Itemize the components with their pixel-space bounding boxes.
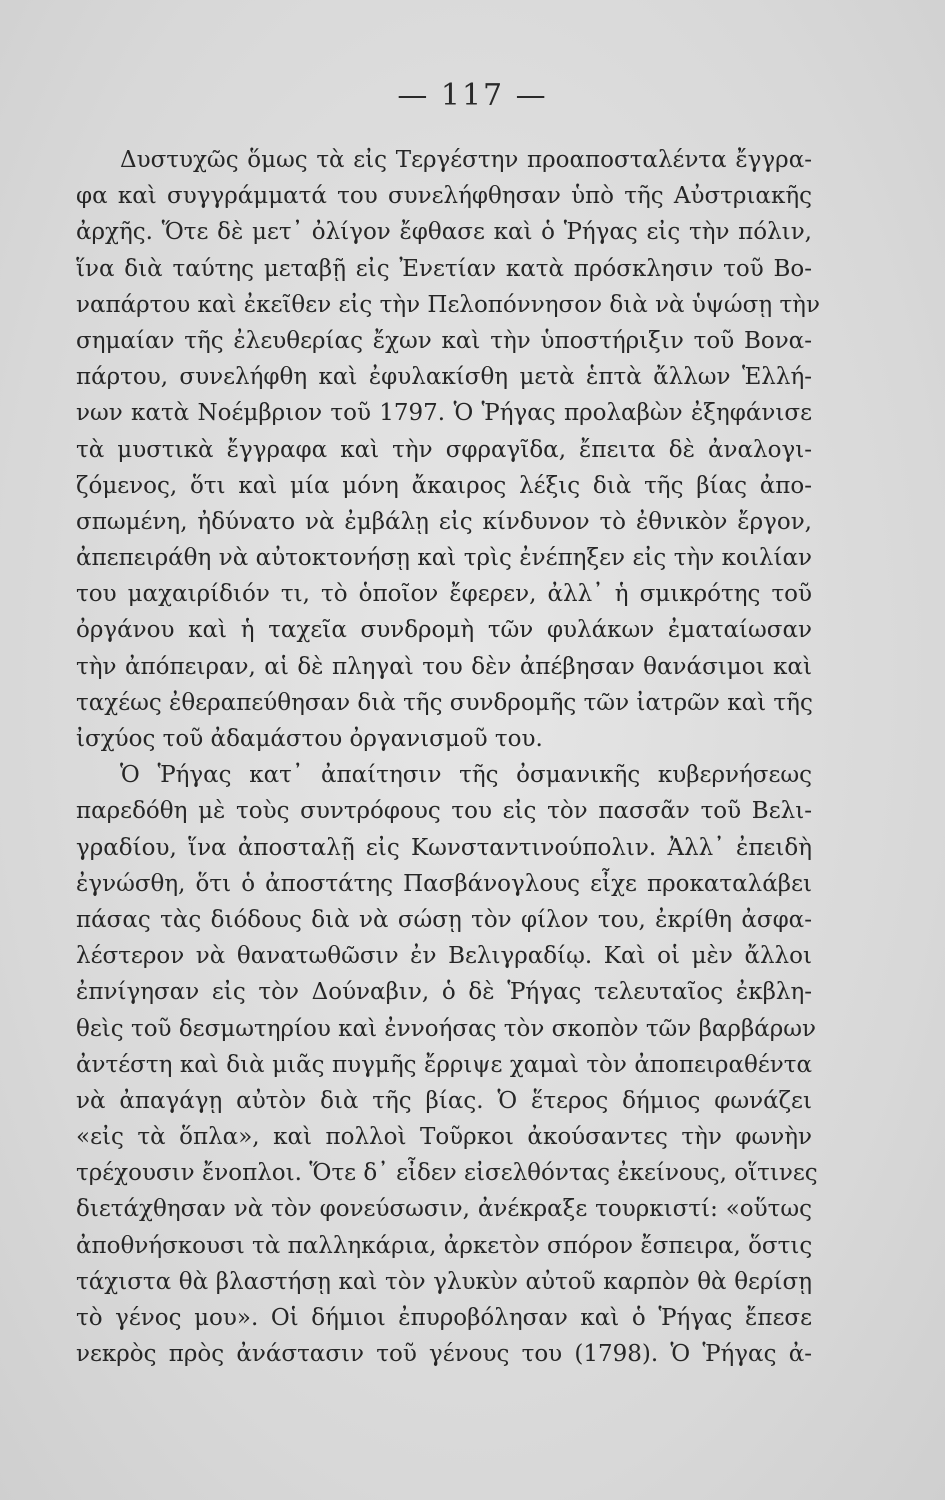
text-line: παρεδόθη μὲ τοὺς συντρόφους του εἰς τὸν πασσᾶν τοῦ Βελι- [76,798,812,825]
text-line: θεὶς τοῦ δεσμωτηρίου καὶ ἐννοήσας τὸν σκοπὸν τῶν βαρβάρων [76,1015,817,1042]
text-line: ἐπνίγησαν εἰς τὸν Δούναβιν, ὁ δὲ Ῥήγας τελευταῖος ἐκβλη- [76,979,812,1006]
text-line: ἵνα διὰ ταύτης μεταβῇ εἰς Ἐνετίαν κατὰ πρόσκλησιν τοῦ Βο- [76,255,812,282]
text-line: ὀργάνου καὶ ἡ ταχεῖα συνδρομὴ τῶν φυλάκων ἐματαίωσαν [76,617,812,644]
text-line: γραδίου, ἵνα ἀποσταλῇ εἰς Κωνσταντινούπολιν. Ἀλλ᾽ ἐπειδὴ [76,834,812,861]
text-line: ἀντέστη καὶ διὰ μιᾶς πυγμῆς ἔρριψε χαμαὶ τὸν ἀποπειραθέντα [76,1051,812,1078]
text-line: ζόμενος, ὅτι καὶ μία μόνη ἄκαιρος λέξις διὰ τῆς βίας ἀπο- [76,472,812,499]
body-text [76,142,820,1372]
text-line: τὸ γένος μου». Οἱ δήμιοι ἐπυροβόλησαν καὶ ὁ Ῥήγας ἔπεσε [76,1305,812,1331]
text-line: Ὁ Ῥήγας κατ᾽ ἀπαίτησιν τῆς ὀσμανικῆς κυβερνήσεως [120,762,812,789]
text-line: ἐγνώσθη, ὅτι ὁ ἀποστάτης Πασβάνογλους εἶχε προκαταλάβει [76,870,812,897]
text-line: «εἰς τὰ ὅπλα», καὶ πολλοὶ Τοῦρκοι ἀκούσαντες τὴν φωνὴν [76,1124,812,1151]
text-line: φα καὶ συγγράμματά του συνελήφθησαν ὑπὸ τῆς Αὐστριακῆς [76,183,812,210]
text-line: νὰ ἀπαγάγῃ αὐτὸν διὰ τῆς βίας. Ὁ ἕτερος δήμιος φωνάζει [76,1087,812,1114]
text-line: πάρτου, συνελήφθη καὶ ἐφυλακίσθη μετὰ ἑπτὰ ἄλλων Ἑλλή- [76,364,812,391]
text-line: του μαχαιρίδιόν τι, τὸ ὁποῖον ἔφερεν, ἀλλ᾽ ἡ σμικρότης τοῦ [76,581,812,608]
text-line: ἀποθνήσκουσι τὰ παλληκάρια, ἀρκετὸν σπόρον ἔσπειρα, ὅστις [76,1232,813,1259]
text-line: τρέχουσιν ἔνοπλοι. Ὅτε δ᾽ εἶδεν εἰσελθόντας ἐκείνους, οἵτινες [76,1160,818,1187]
text-line: ἰσχύος τοῦ ἀδαμάστου ὀργανισμοῦ του. [76,726,543,752]
text-line: ἀπεπειράθη νὰ αὐτοκτονήσῃ καὶ τρὶς ἐνέπηξεν εἰς τὴν κοιλίαν [76,545,812,572]
text-line: τὴν ἀπόπειραν, αἱ δὲ πληγαὶ του δὲν ἀπέβησαν θανάσιμοι καὶ [76,653,812,680]
text-line: λέστερον νὰ θανατωθῶσιν ἐν Βελιγραδίῳ. Καὶ οἱ μὲν ἄλλοι [76,943,812,970]
text-line: νων κατὰ Νοέμβριον τοῦ 1797. Ὁ Ῥήγας προλαβὼν ἐξηφάνισε [76,400,812,427]
text-line: διετάχθησαν νὰ τὸν φονεύσωσιν, ἀνέκραξε τουρκιστί: «οὕτως [76,1196,812,1223]
text-line: Δυστυχῶς ὅμως τὰ εἰς Τεργέστην προαποσταλέντα ἔγγρα- [120,147,812,173]
text-line: σπωμένη, ἠδύνατο νὰ ἐμβάλῃ εἰς κίνδυνον τὸ ἐθνικὸν ἔργον, [76,508,812,535]
text-line: πάσας τὰς διόδους διὰ νὰ σώσῃ τὸν φίλον του, ἐκρίθη ἀσφα- [76,906,812,933]
text-line: ἀρχῆς. Ὅτε δὲ μετ᾽ ὀλίγον ἔφθασε καὶ ὁ Ῥήγας εἰς τὴν πόλιν, [76,219,812,246]
page-number: — 117 — [397,78,548,113]
text-line: ναπάρτου καὶ ἐκεῖθεν εἰς τὴν Πελοπόννησον διὰ νὰ ὑψώσῃ τὴν [76,291,820,318]
text-line: τάχιστα θὰ βλαστήσῃ καὶ τὸν γλυκὺν αὐτοῦ καρπὸν θὰ θερίσῃ [76,1268,812,1295]
text-line: ταχέως ἐθεραπεύθησαν διὰ τῆς συνδρομῆς τῶν ἰατρῶν καὶ τῆς [76,689,813,716]
text-line: νεκρὸς πρὸς ἀνάστασιν τοῦ γένους του (1798). Ὁ Ῥήγας ἀ- [76,1341,812,1368]
text-line: σημαίαν τῆς ἐλευθερίας ἔχων καὶ τὴν ὑποστήριξιν τοῦ Βονα- [76,327,812,354]
text-line: τὰ μυστικὰ ἔγγραφα καὶ τὴν σφραγῖδα, ἔπειτα δὲ ἀναλογι- [76,436,812,463]
